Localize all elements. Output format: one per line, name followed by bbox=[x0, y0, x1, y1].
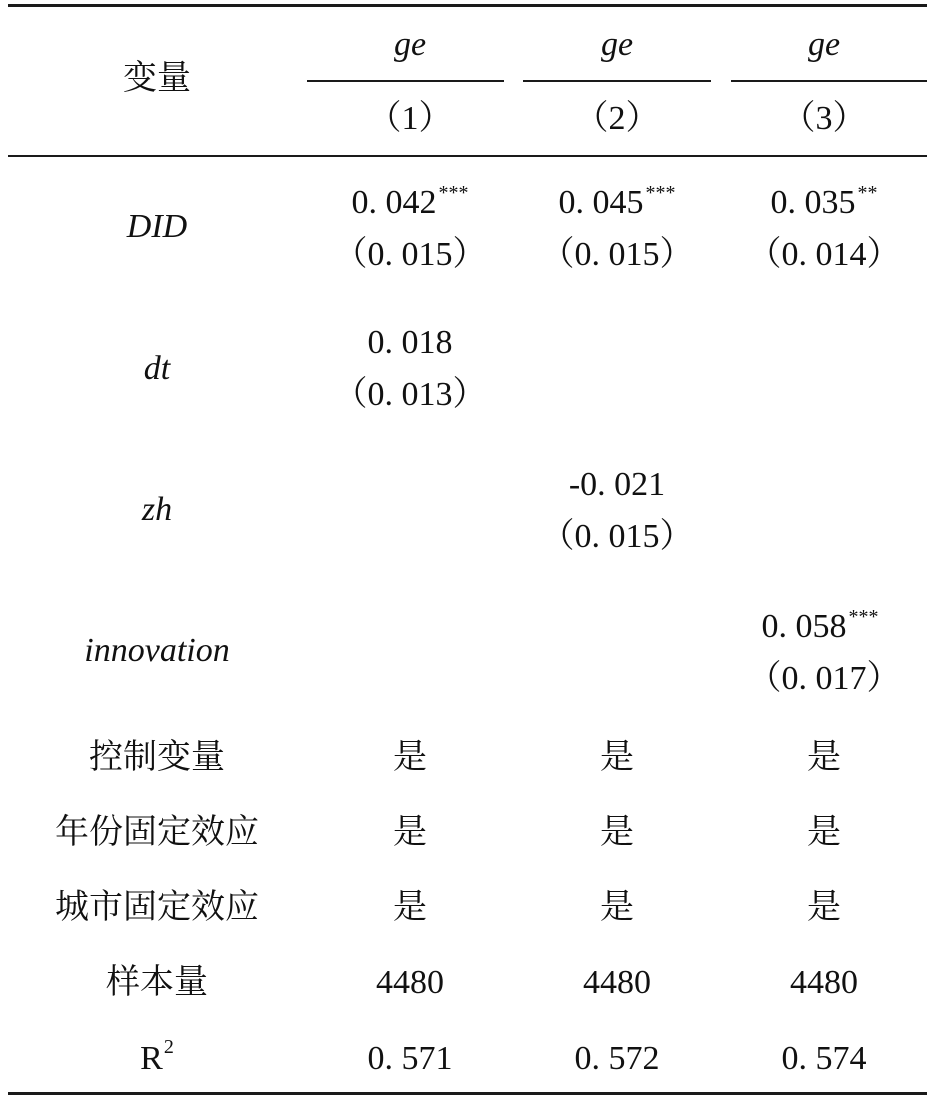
row-label-r-squared: $R^2$ bbox=[140, 1036, 174, 1077]
column-number-1: （1） bbox=[367, 100, 453, 137]
year-fe-1: 是 bbox=[393, 814, 427, 851]
col1-header-rule bbox=[307, 80, 504, 82]
controls-2: 是 bbox=[600, 739, 634, 776]
row-label-innovation: innovation bbox=[84, 632, 230, 669]
coef-dt-1: 0. 018 bbox=[367, 324, 453, 361]
significance-stars: *** bbox=[438, 182, 469, 204]
controls-1: 是 bbox=[393, 739, 427, 776]
se-innovation-3: （0. 017） bbox=[747, 660, 901, 697]
row-label-dt: dt bbox=[143, 350, 171, 387]
column-number-2: （2） bbox=[574, 100, 660, 137]
bottom-rule bbox=[8, 1092, 927, 1095]
coef-did-1: 0. 042 *** bbox=[351, 182, 469, 221]
r-squared-1: 0. 571 bbox=[367, 1040, 453, 1077]
row-label-sample-size: 样本量 bbox=[106, 964, 208, 1001]
sample-size-2: 4480 bbox=[583, 964, 651, 1001]
city-fe-2: 是 bbox=[600, 889, 634, 926]
dependent-var-3: ge bbox=[807, 26, 841, 63]
top-rule bbox=[8, 4, 927, 7]
coef-did-2: 0. 045 *** bbox=[558, 182, 676, 221]
column-number-3: （3） bbox=[781, 100, 867, 137]
r-squared-3: 0. 574 bbox=[781, 1040, 867, 1077]
coef-did-3: 0. 035 ** bbox=[770, 182, 878, 221]
dependent-var-2: ge bbox=[600, 26, 634, 63]
coef-zh-2: -0. 021 bbox=[568, 466, 666, 503]
significance-stars: *** bbox=[645, 182, 676, 204]
row-label-zh: zh bbox=[141, 491, 173, 528]
row-label-year-fe: 年份固定效应 bbox=[55, 814, 259, 851]
se-did-3: （0. 014） bbox=[747, 236, 901, 273]
significance-stars: *** bbox=[848, 606, 879, 628]
sample-size-3: 4480 bbox=[790, 964, 858, 1001]
city-fe-3: 是 bbox=[807, 889, 841, 926]
row-label-controls: 控制变量 bbox=[89, 739, 225, 776]
se-did-1: （0. 015） bbox=[333, 236, 487, 273]
se-dt-1: （0. 013） bbox=[333, 376, 487, 413]
row-label-did: DID bbox=[126, 208, 188, 245]
variable-header: 变量 bbox=[123, 60, 191, 97]
dependent-var-1: ge bbox=[393, 26, 427, 63]
col3-header-rule bbox=[731, 80, 927, 82]
row-label-city-fe: 城市固定效应 bbox=[55, 889, 259, 926]
se-did-2: （0. 015） bbox=[540, 236, 694, 273]
se-zh-2: （0. 015） bbox=[540, 518, 694, 555]
year-fe-3: 是 bbox=[807, 814, 841, 851]
controls-3: 是 bbox=[807, 739, 841, 776]
sample-size-1: 4480 bbox=[376, 964, 444, 1001]
r-squared-2: 0. 572 bbox=[574, 1040, 660, 1077]
city-fe-1: 是 bbox=[393, 889, 427, 926]
col2-header-rule bbox=[523, 80, 711, 82]
header-bottom-rule bbox=[8, 155, 927, 157]
significance-stars: ** bbox=[857, 182, 878, 204]
year-fe-2: 是 bbox=[600, 814, 634, 851]
coef-innovation-3: 0. 058 *** bbox=[761, 606, 879, 645]
